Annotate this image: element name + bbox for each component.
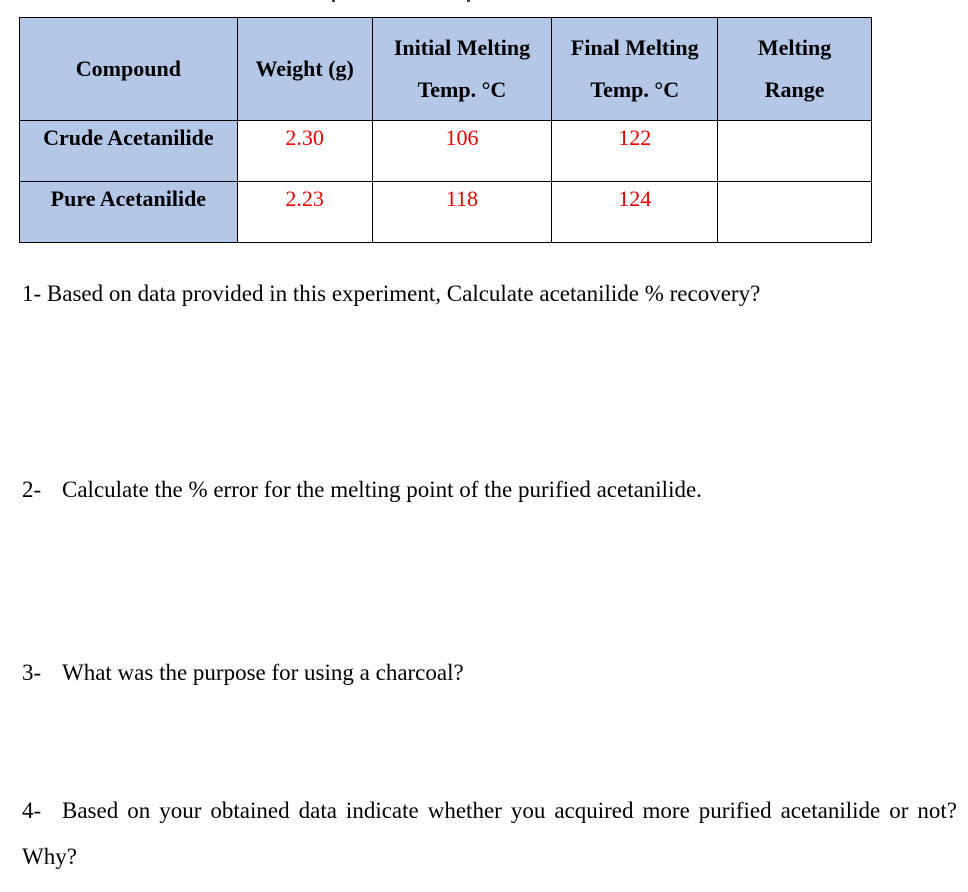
table-header-row xyxy=(20,18,872,121)
weight-value: 2.23 xyxy=(285,186,324,211)
question-number: 2- xyxy=(22,477,42,502)
row-compound xyxy=(20,121,238,182)
question-number: 3- xyxy=(22,660,42,685)
header-text: Temp. °C xyxy=(417,77,507,102)
cell-weight xyxy=(237,121,372,182)
cell-final-temp xyxy=(552,121,718,182)
initial-temp-value: 118 xyxy=(445,186,479,211)
question-1 xyxy=(22,274,760,314)
stray-mark xyxy=(332,0,335,2)
header-initial-melting xyxy=(372,18,552,121)
compound-name: Pure Acetanilide xyxy=(50,186,207,211)
cell-melting-range xyxy=(718,121,872,182)
question-text: Based on data provided in this experiment, Calculate acetanilide % recovery? xyxy=(46,281,761,306)
weight-value: 2.30 xyxy=(285,125,324,150)
question-text: Calculate the % error for the melting point of the purified acetanilide. xyxy=(62,477,702,502)
melting-point-table xyxy=(19,17,872,243)
melting-range-value xyxy=(718,121,871,125)
melting-range-value xyxy=(718,182,871,186)
row-compound xyxy=(20,182,238,243)
table-row xyxy=(20,121,872,182)
header-compound xyxy=(20,18,238,121)
header-weight xyxy=(237,18,372,121)
question-4 xyxy=(22,788,957,880)
question-text: Based on your obtained data indicate whether you acquired more purified acetanilide or not? Why? xyxy=(22,798,957,869)
question-3 xyxy=(22,653,464,693)
question-text: What was the purpose for using a charcoal? xyxy=(62,660,464,685)
header-text: Final Melting xyxy=(570,35,699,60)
cell-initial-temp xyxy=(372,182,552,243)
compound-name: Crude Acetanilide xyxy=(43,125,214,150)
stray-mark xyxy=(467,0,470,2)
question-number: 4- xyxy=(22,798,42,823)
header-melting-range xyxy=(718,18,872,121)
header-text: Initial Melting xyxy=(393,35,531,60)
cell-initial-temp xyxy=(372,121,552,182)
header-text: Compound xyxy=(75,56,181,81)
header-text: Range xyxy=(764,77,825,102)
header-final-melting xyxy=(552,18,718,121)
table-row xyxy=(20,182,872,243)
question-2 xyxy=(22,470,702,510)
header-text: Weight (g) xyxy=(255,56,354,81)
question-number: 1- xyxy=(22,281,42,306)
initial-temp-value: 106 xyxy=(445,125,479,150)
cell-final-temp xyxy=(552,182,718,243)
cell-weight xyxy=(237,182,372,243)
final-temp-value: 122 xyxy=(618,125,652,150)
header-text: Temp. °C xyxy=(590,77,680,102)
final-temp-value: 124 xyxy=(618,186,652,211)
cell-melting-range xyxy=(718,182,872,243)
header-text: Melting xyxy=(757,35,832,60)
